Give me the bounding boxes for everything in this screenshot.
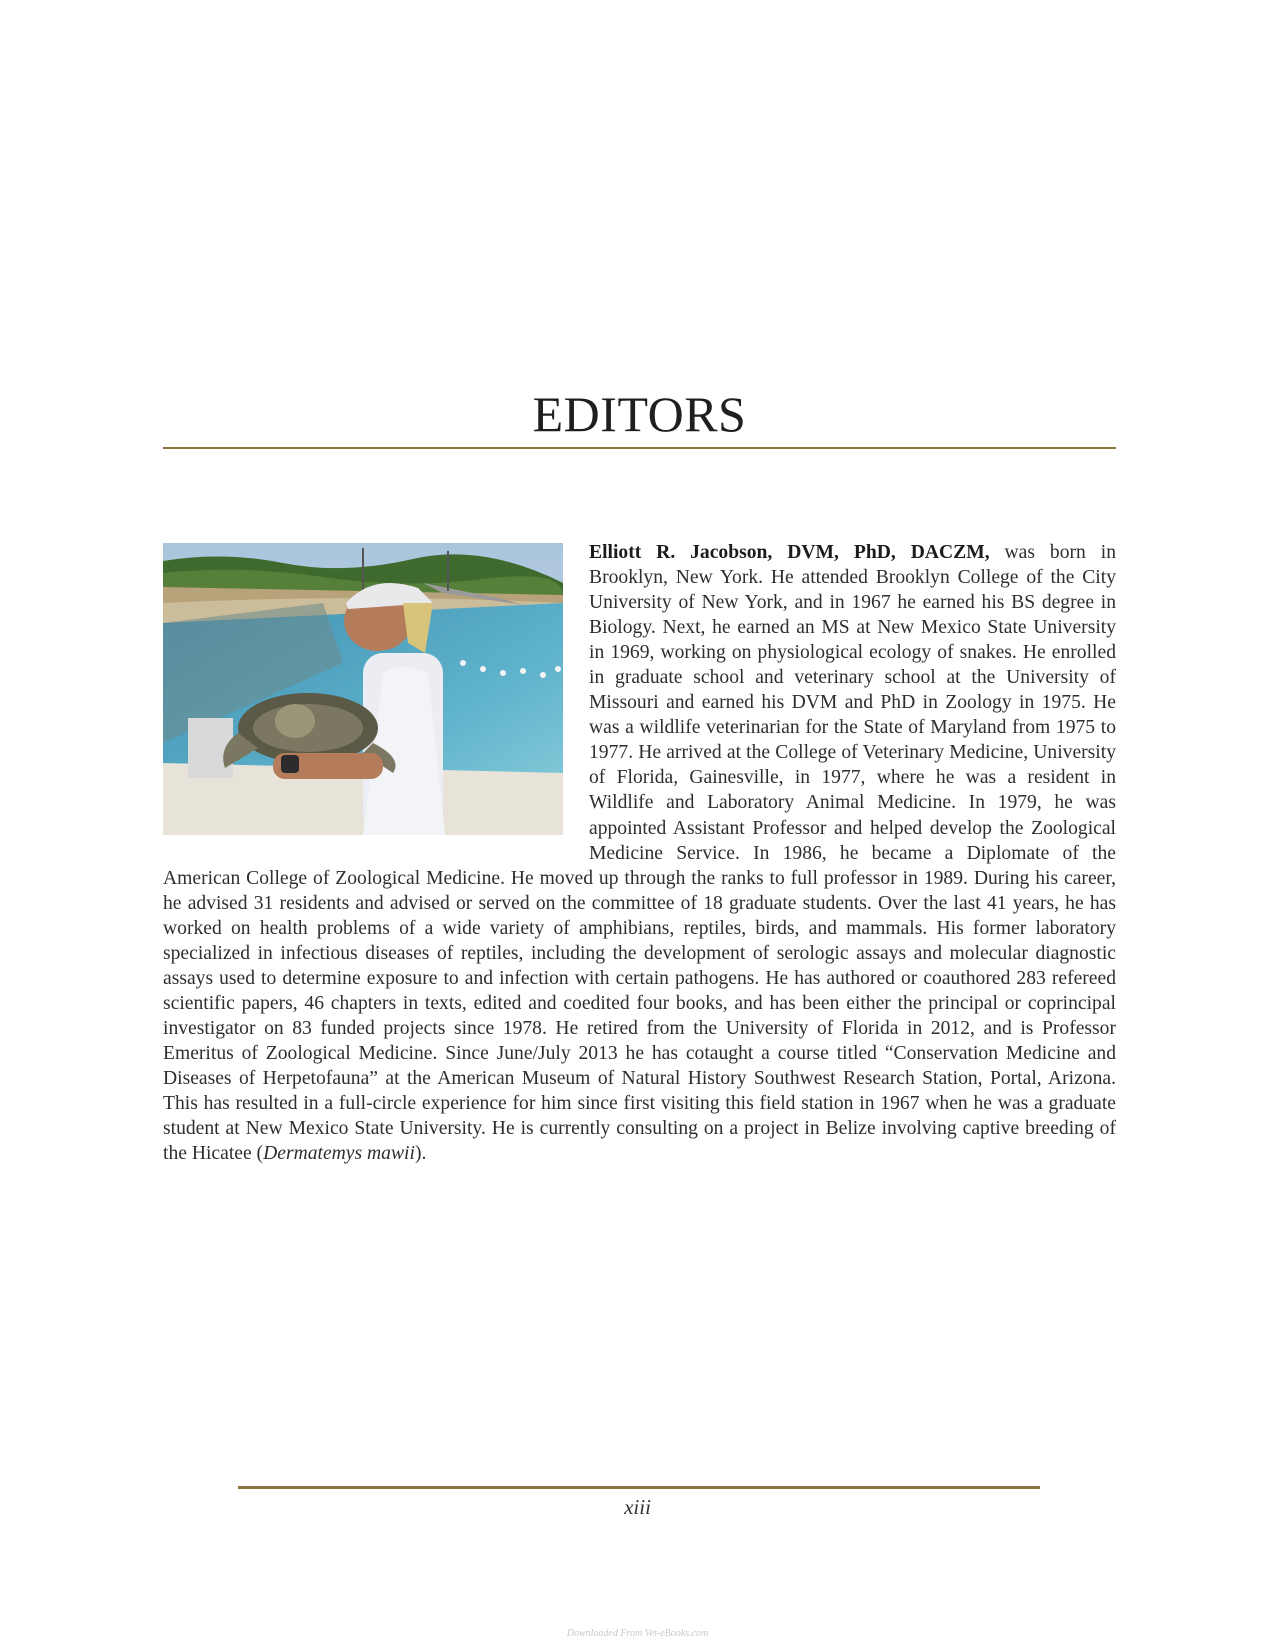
bio-text: was born in Brooklyn, New York. He attended Brooklyn College of the City University of New York, and in 1967 he earned his BS degree in Biology. Next, he earned an MS at New Mexico State University in 1969, working on physiological ecology of snakes. He enrolled in graduate school and veterinary school at the University of Missouri and earned his DVM and PhD in Zoology in 1975. He was a wildlife veterinarian for the State of Maryland from 1975 to 1977. He arrived at the College of Veterinary Medicine, University of Florida, Gainesville, in 1977, where he was a resident in Wildlife and Laboratory Animal Medicine. In 1979, he was appointed Assistant Professor and helped develop the Zoological Medicine Service. In 1986, he became a Diplomate of the American College of Zoological Medicine. He moved up through the ranks to full professor in 1989. During his career, he advised 31 residents and advised or served on the committee of 18 graduate students. Over the last 41 years, he has worked on health problems of a wide variety of amphibians, reptiles, birds, and mammals. His former laboratory specialized in infectious diseases of reptiles, including the development of serologic assays and molecular diagnostic assays used to determine exposure to and infection with certain pathogens. He has authored or coauthored 283 refereed scientific papers, 46 chapters in texts, edited and coedited four books, and has been either the principal or coprincipal investigator on 83 funded projects since 1978. He retired from the University of Florida in 2012, and is Professor Emeritus of Zoological Medicine. Since June/July 2013 he has cotaught a course titled “Conservation Medicine and Diseases of Herpetofauna” at the American Museum of Natural History Southwest Research Station, Portal, Arizona. This has resulted in a full-circle experience for him since first visiting this field station in 1967 when he was a graduate student at New Mexico State University. He is currently consulting on a project in Belize involving captive breeding of the Hicatee ( bbox=[163, 542, 1116, 1165]
page-number: xiii bbox=[624, 1495, 651, 1519]
watermark: Downloaded From Vet-eBooks.com bbox=[566, 1628, 709, 1639]
title-divider bbox=[163, 447, 1116, 449]
footer-divider bbox=[238, 1486, 1040, 1489]
editor-photo bbox=[163, 543, 563, 835]
bio-text-end: ). bbox=[414, 1143, 427, 1165]
editor-name: Elliott R. Jacobson, DVM, PhD, DACZM, bbox=[589, 542, 990, 563]
editor-bio bbox=[163, 540, 1116, 1166]
species-name: Dermatemys mawii bbox=[263, 1143, 415, 1165]
page-title: EDITORS bbox=[532, 386, 747, 442]
